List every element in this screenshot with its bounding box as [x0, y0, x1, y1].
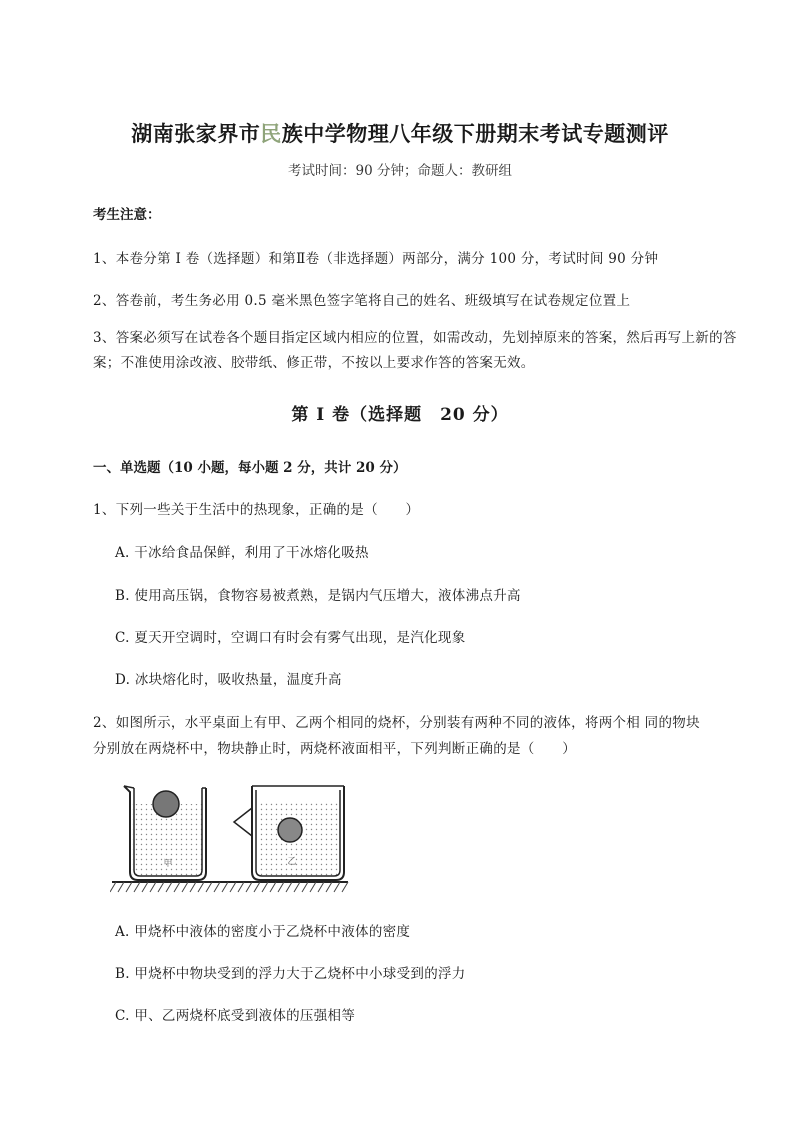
beaker-jia: [124, 786, 206, 880]
beakers-figure: [110, 778, 350, 898]
block-in-jia: [153, 791, 179, 817]
question-2-stem-line1: 2、如图所示，水平桌面上有甲、乙两个相同的烧杯，分别装有两种不同的液体，将两个相 同的物块: [93, 715, 700, 731]
question-2-stem-line2: 分别放在两烧杯中，物块静止时，两烧杯液面相平，下列判断正确的是（ ）: [93, 741, 576, 757]
part-heading: 一、单选题（10 小题，每小题 2 分，共计 20 分）: [93, 460, 407, 476]
table-hatching: [110, 882, 348, 892]
block-in-yi: [278, 818, 302, 842]
notice-item-3: 3、答案必须写在试卷各个题目指定区域内相应的位置，如需改动，先划掉原来的答案，然后再写上新的答案；不准使用涂改液、胶带纸、修正带，不按以上要求作答的答案无效。: [93, 330, 737, 371]
title-highlight: 民: [260, 121, 282, 146]
spout: [234, 808, 252, 836]
notice-item-2: 2、答卷前，考生务必用 0.5 毫米黑色签字笔将自己的姓名、班级填写在试卷规定位置上: [93, 293, 631, 309]
question-2-option-b: B. 甲烧杯中物块受到的浮力大于乙烧杯中小球受到的浮力: [115, 966, 466, 982]
notice-heading: 考生注意：: [93, 207, 161, 223]
question-1-option-a: A. 干冰给食品保鲜，利用了干冰熔化吸热: [115, 545, 369, 561]
section-title: 第 I 卷（选择题 20 分）: [291, 405, 509, 425]
notice-item-1: 1、本卷分第 I 卷（选择题）和第Ⅱ卷（非选择题）两部分，满分 100 分，考试时间 90 分钟: [93, 251, 659, 267]
label-yi: 乙: [287, 857, 297, 867]
exam-info: 考试时间：90 分钟；命题人：教研组: [288, 163, 512, 179]
question-1-option-b: B. 使用高压锅，食物容易被煮熟，是锅内气压增大，液体沸点升高: [115, 588, 521, 604]
label-jia: 甲: [163, 859, 173, 869]
question-2-option-a: A. 甲烧杯中液体的密度小于乙烧杯中液体的密度: [115, 924, 411, 940]
question-2-option-c: C. 甲、乙两烧杯底受到液体的压强相等: [115, 1008, 356, 1024]
beaker-yi: [234, 786, 344, 880]
question-1-option-d: D. 冰块熔化时，吸收热量，温度升高: [115, 672, 342, 688]
question-1-option-c: C. 夏天开空调时，空调口有时会有雾气出现，是汽化现象: [115, 630, 466, 646]
page-title: 湖南张家界市民族中学物理八年级下册期末考试专题测评: [131, 121, 669, 146]
question-1-stem: 1、下列一些关于生活中的热现象，正确的是（ ）: [93, 502, 420, 518]
